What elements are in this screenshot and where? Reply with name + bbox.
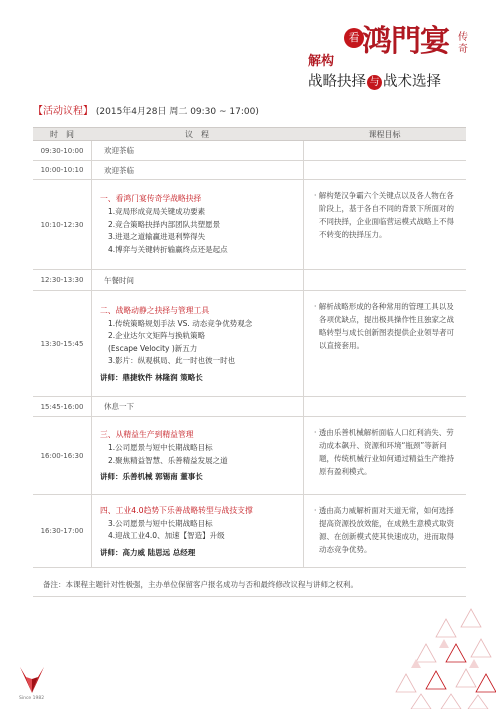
row-goal — [303, 291, 466, 396]
session-item: 1.传统策略规划手法 VS. 动态竞争优势观念 — [108, 318, 253, 328]
session-item: 2.企业达尔文矩阵与换轨策略 — [108, 331, 206, 340]
session-item: 3.影片：纵观棋局、此一时也彼一时也 — [108, 356, 236, 365]
session-speaker: 讲师：高力威 陆思远 总经理 — [100, 547, 196, 557]
table-header — [33, 127, 466, 141]
session-speaker: 讲师：鼎捷软件 林隆润 策略长 — [100, 372, 203, 382]
column-header-agenda: 议 程 — [185, 130, 209, 139]
row-goal — [303, 161, 466, 179]
session-title: 三、从精益生产到精益管理 — [100, 430, 194, 439]
subtitle-part-b: 战术选择 — [383, 74, 441, 90]
row-goal — [303, 495, 466, 567]
table-row — [33, 180, 466, 270]
row-agenda: 欢迎茶临 — [91, 141, 303, 160]
row-time: 16:00-16:30 — [40, 451, 84, 460]
session-item: 4.迎战工业4.0、加速【智造】升级 — [108, 531, 225, 540]
footnote-divider — [33, 596, 466, 597]
agenda-date: (2015年4月28日 周二 09:30 ~ 17:00) — [95, 107, 259, 117]
session-item: 2.竞合策略抉择内部团队共塑愿景 — [108, 219, 221, 229]
row-goal — [303, 397, 466, 416]
agenda-header — [33, 102, 259, 117]
agenda-table — [33, 127, 466, 568]
table-row — [33, 397, 466, 417]
page-subtitle — [308, 70, 441, 91]
session-item: 3.公司愿景与短中长期战略目标 — [108, 518, 213, 528]
row-time: 10:10-12:30 — [40, 220, 84, 229]
table-row — [33, 495, 466, 568]
row-goal — [303, 270, 466, 290]
session-title: 二、战略动静之抉择与管理工具 — [100, 305, 210, 315]
title-block — [308, 10, 478, 90]
subtitle-yu-badge: 与 — [367, 75, 382, 90]
row-agenda: 欢迎茶临 — [91, 161, 303, 179]
goal-text: · 解析战略形成的各种常用的管理工具以及各项优缺点，提出极具操作性且独家之战略转型与成长创新图表提供企业领导者可以直接套用。 — [314, 302, 454, 350]
page-title: 鸿門宴 — [362, 24, 449, 59]
goal-text: · 透由乐善机械解析面临人口红利消失、劳动成本飙升、资源和环境“瓶颈”等新问题，传统机械行业如何通过精益生产维持原有盈利模式。 — [314, 428, 454, 476]
goal-text: · 解构楚汉争霸六个关键点以及各人物在各阶段上，基于各自不同的背景下所面对的不同抉择，企业面临营运模式战略上不得不转变的抉择压力。 — [314, 191, 454, 239]
row-time: 09:30-10:00 — [40, 146, 84, 155]
row-goal — [303, 141, 466, 160]
row-time: 16:30-17:00 — [40, 527, 84, 535]
row-goal — [303, 417, 466, 494]
row-agenda — [91, 180, 303, 269]
column-header-time: 时 间 — [50, 130, 74, 139]
row-time: 15:45-16:00 — [40, 402, 84, 411]
row-agenda — [91, 291, 303, 396]
row-agenda — [91, 417, 303, 494]
table-row — [33, 270, 466, 291]
table-row — [33, 291, 466, 397]
company-logo — [18, 665, 46, 695]
table-row — [33, 161, 466, 180]
title-kan-badge: 看 — [344, 28, 364, 48]
since-label: Since 1982 — [19, 696, 45, 701]
session-item: 3.进退之道输赢进退利弊得失 — [108, 232, 206, 241]
session-item: (Escape Velocity )新五力 — [108, 343, 198, 353]
agenda-tag: 【活动议程】 — [33, 106, 93, 117]
row-agenda — [91, 495, 303, 567]
table-row — [33, 417, 466, 495]
row-agenda: 休息一下 — [91, 397, 303, 416]
row-time: 10:00-10:10 — [40, 166, 84, 174]
session-title: 一、看鸿门宴传奇学战略抉择 — [100, 194, 202, 203]
triangle-pattern-decoration — [386, 599, 496, 709]
session-item: 4.博弈与关键转折输赢终点还是起点 — [108, 244, 228, 254]
row-agenda: 午餐时间 — [91, 270, 303, 290]
session-item: 1.竞局形成竞局关键成功要素 — [108, 207, 206, 216]
row-time: 12:30-13:30 — [40, 276, 84, 284]
session-item: 2.聚焦精益智慧、乐善精益发展之道 — [108, 455, 228, 465]
row-time: 13:30-15:45 — [40, 339, 84, 348]
session-title: 四、工业4.0趋势下乐善战略转型与战技支撑 — [100, 505, 253, 515]
subtitle-part-a: 战略抉择 — [308, 74, 366, 90]
goal-text: · 透由高力威解析面对天道无常，如何选择提高资源投放效能，在成熟生意模式取资源、在创新模式使其快速成功，进而取得动态竞争优势。 — [314, 506, 454, 554]
footnote: 备注：本课程主题针对性极强，主办单位保留客户报名成功与否和最终修改议程与讲师之权利。 — [43, 580, 358, 589]
column-header-goal: 课程目标 — [368, 130, 401, 139]
title-jiegou: 解构 — [308, 54, 335, 69]
session-item: 1.公司愿景与短中长期战略目标 — [108, 443, 213, 452]
session-speaker: 讲师：乐善机械 郭锡南 董事长 — [100, 472, 203, 481]
row-goal — [303, 180, 466, 269]
title-chuanqi: 传奇 — [458, 32, 468, 55]
table-row — [33, 141, 466, 161]
